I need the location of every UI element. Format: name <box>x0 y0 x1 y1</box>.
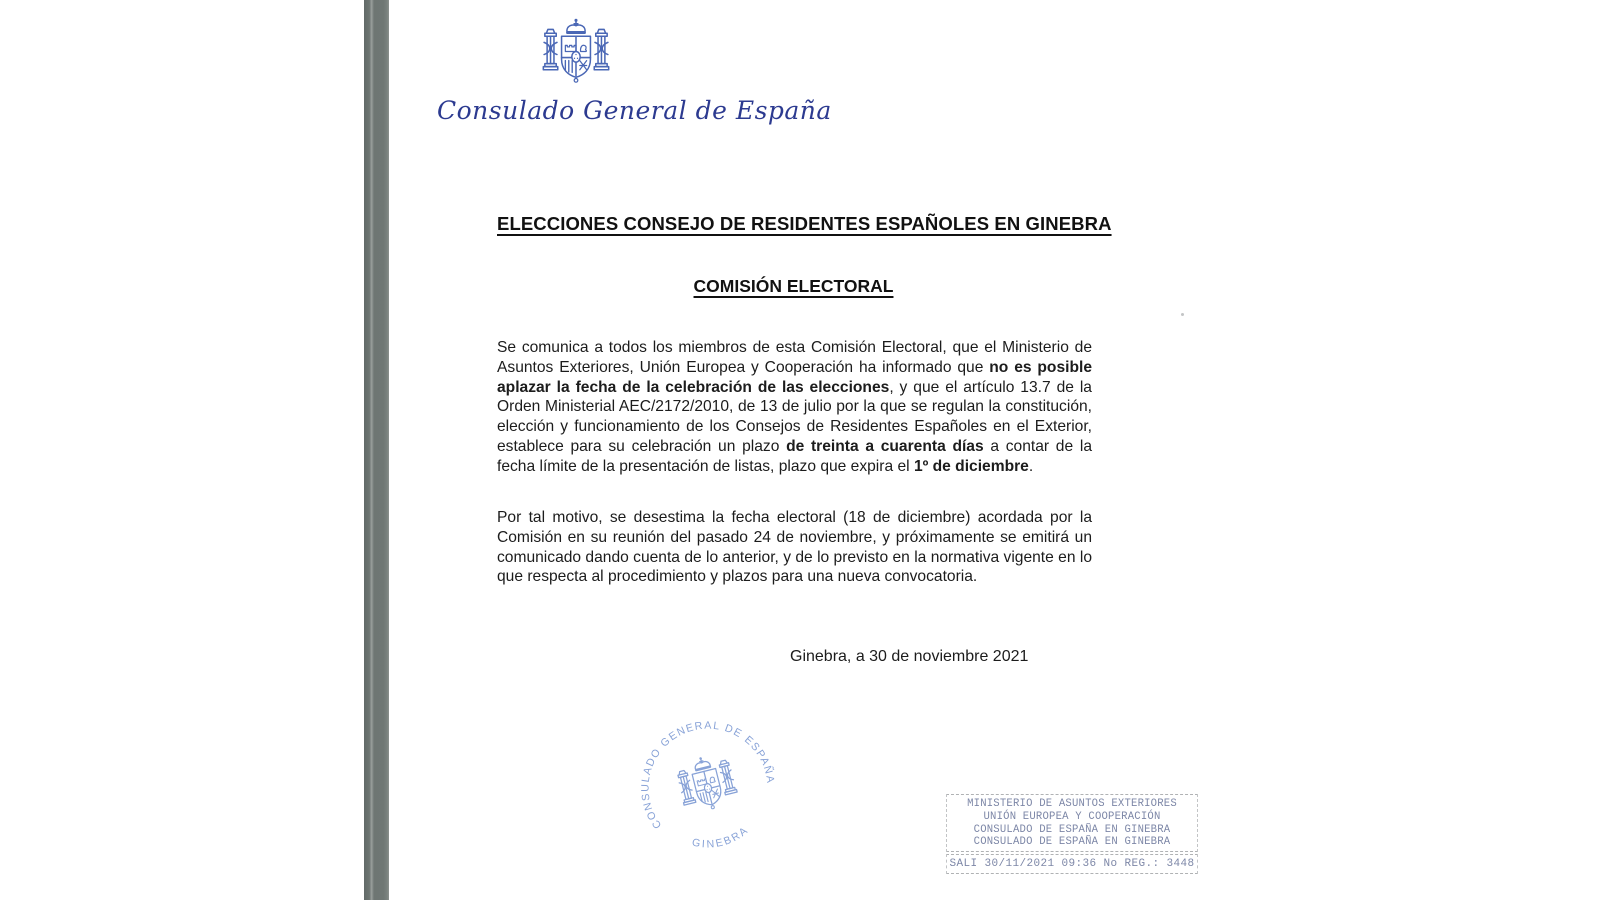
registry-line: CONSULADO DE ESPAÑA EN GINEBRA <box>973 836 1171 849</box>
stamp-bottom-text: GINEBRA <box>690 823 752 851</box>
consulate-round-stamp <box>626 706 790 870</box>
dateline: Ginebra, a 30 de noviembre 2021 <box>790 648 1029 665</box>
registry-line: MINISTERIO DE ASUNTOS EXTERIORES <box>967 798 1177 810</box>
registry-line: CONSULADO DE ESPAÑA EN GINEBRA <box>973 823 1171 836</box>
stamp-coat-of-arms-icon <box>674 751 740 816</box>
scan-binding-bar <box>364 0 389 900</box>
body-paragraph-2: Por tal motivo, se desestima la fecha electoral (18 de diciembre) acordada por la Comisión en su reunión del pasado 24 de noviembre, y próximamente se emitirá un comunicado dando cuenta de lo anterior, y de lo previsto en la normativa vigente en lo que respecta al procedimiento y plazos para una nueva convocatoria. <box>497 509 1092 586</box>
document-subtitle: COMISIÓN ELECTORAL <box>693 276 894 296</box>
stamp-arc-text: CONSULADO GENERAL DE ESPAÑA <box>639 719 777 831</box>
spain-coat-of-arms-icon <box>538 10 614 96</box>
registry-stamp-footer-box <box>946 854 1198 874</box>
svg-text:GINEBRA <box>688 823 753 857</box>
body-paragraph-1: Se comunica a todos los miembros de esta Comisión Electoral, que el Ministerio de Asuntos Exteriores, Unión Europea y Cooperación ha informado que no es posible aplazar la fecha de la celebración de las elecciones, y que el artículo 13.7 de la Orden Ministerial AEC/2172/2010, de 13 de julio por la que se regulan la constitución, elección y funcionamiento de los Consejos de Residentes Españoles en el Exterior, establece para su celebración un plazo de treinta a cuarenta días a contar de la fecha límite de la presentación de listas, plazo que expira el 1º de diciembre. <box>497 339 1092 475</box>
scan-speck <box>1181 313 1184 316</box>
consulate-name: Consulado General de España <box>437 96 832 125</box>
registry-line: UNIÓN EUROPEA Y COOPERACIÓN <box>983 810 1161 823</box>
registry-footer: SALI 30/11/2021 09:36 No REG.: 3448 <box>949 858 1195 871</box>
document-title: ELECCIONES CONSEJO DE RESIDENTES ESPAÑOLES EN GINEBRA <box>497 213 1112 234</box>
registry-stamp-header-box <box>946 794 1198 852</box>
registry-stamp <box>946 794 1198 874</box>
